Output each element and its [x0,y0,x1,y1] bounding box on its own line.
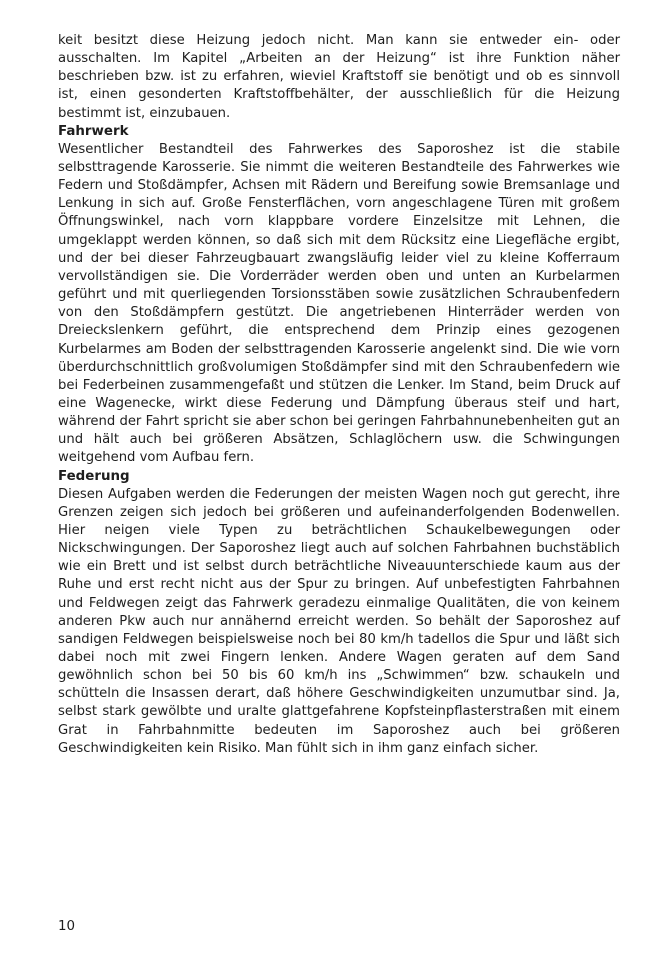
heading-federung: Federung [58,468,130,484]
paragraph-fahrwerk: Wesentlicher Bestandteil des Fahrwerkes des Saporoshez ist die stabile selbsttragende Karosserie. Sie nimmt die weiteren Bestandteile des Fahrwerkes wie Federn und Stoßdämpfer, Achsen mit Rädern und Bereifung sowie Bremsanlage und Lenkung in sich auf. Große Fensterflächen, vorn angeschlagene Türen mit großem Öffnungswinkel, nach vorn klappbare vordere Einzelsitze mit Lehnen, die umgeklappt werden können, so daß sich mit dem Rücksitz eine Liegefläche ergibt, und der bei dieser Fahrzeugbauart zwangsläufig leider viel zu kleine Kofferraum vervollständigen sie. Die Vorderräder werden oben und unten an Kurbelarmen geführt und mit querliegenden Torsionsstäben sowie zusätzlichen Schraubenfedern von den Stoßdämpfern gestützt. Die angetriebenen Hinterräder werden von Dreieckslenkern geführt, die entsprechend dem Prinzip eines gezogenen Kurbelarmes am Boden der selbsttragenden Karosserie angelenkt sind. Die wie vorn überdurchschnittlich großvolumigen Stoßdämpfer sind mit den Schraubenfedern wie bei Federbeinen zusammengefaßt und stützen die Lenker. Im Stand, beim Druck auf eine Wagenecke, wirkt diese Federung und Dämpfung überaus steif und hart, während der Fahrt spricht sie aber schon bei geringen Fahrbahnunebenheiten gut an und hält auch bei größeren Absätzen, Schlaglöchern usw. die Schwingungen weitgehend vom Aufbau fern. [58,141,620,466]
heading-fahrwerk: Fahrwerk [58,123,129,139]
paragraph-federung: Diesen Aufgaben werden die Federungen der meisten Wagen noch gut gerecht, ihre Grenzen zeigen sich jedoch bei größeren und aufeinanderfolgenden Bodenwellen. Hier neigen viele Typen zu beträchtlichen Schaukelbewegungen oder Nickschwingungen. Der Saporoshez liegt auch auf solchen Fahrbahnen buchstäblich wie ein Brett und ist selbst durch beträchtliche Niveauunterschiede kaum aus der Ruhe und erst recht nicht aus der Spur zu bringen. Auf unbefestigten Fahrbahnen und Feldwegen zeigt das Fahrwerk geradezu einmalige Qualitäten, die von keinem anderen Pkw auch nur annähernd erreicht werden. So behält der Saporoshez auf sandigen Feldwegen beispielsweise noch bei 80 km/h tadellos die Spur und läßt sich dabei noch mit zwei Fingern lenken. Andere Wagen geraten auf dem Sand gewöhnlich schon bei 50 bis 60 km/h ins „Schwimmen“ bzw. schaukeln und schütteln die Insassen derart, daß höhere Geschwindigkeiten unzumutbar sind. Ja, selbst stark gewölbte und uralte glattgefahrene Kopfsteinpflasterstraßen mit einem Grat in Fahrbahnmitte bedeuten im Saporoshez auch bei größeren Geschwindigkeiten kein Risiko. Man fühlt sich in ihm ganz einfach sicher. [58,486,620,756]
page-content [58,32,620,758]
page-number: 10 [58,919,76,934]
intro-paragraph: keit besitzt diese Heizung jedoch nicht. Man kann sie entweder ein- oder ausschalten. Im Kapitel „Arbeiten an der Heizung“ ist ihre Funktion näher beschrieben bzw. ist zu erfahren, wieviel Kraftstoff sie benötigt und ob es sinnvoll ist, einen gesonderten Kraftstoffbehälter, der ausschließlich für die Heizung bestimmt ist, einzubauen. [58,33,620,121]
